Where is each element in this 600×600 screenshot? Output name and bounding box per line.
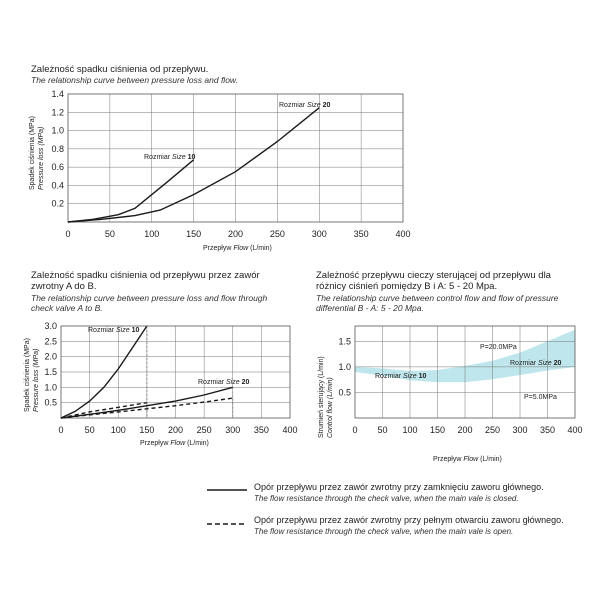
x-tick-label: 100 (110, 425, 126, 435)
chart1 (29, 89, 411, 252)
chart2-grid (61, 326, 290, 418)
chart1-ylabel-pl: Spadek ciśnienia (MPa) (29, 116, 36, 190)
chart1-title: Zależność spadku ciśnienia od przepływu. (31, 64, 209, 75)
y-tick-label: 1.4 (51, 89, 64, 99)
legend-dashed-pl: Opór przepływu przez zawór zwrotny przy pełnym otwarciu zaworu głównego. (254, 515, 564, 525)
x-tick-label: 50 (377, 425, 388, 435)
chart3-label-size10: Rozmiar Size 10 (375, 373, 427, 380)
chart1-label-size10: Rozmiar Size 10 (144, 154, 196, 161)
chart3-subtitle-line1: The relationship curve between control flow and flow of pressure (316, 293, 559, 303)
chart3-label-p5: P=5.0MPa (524, 394, 557, 401)
chart3 (318, 326, 583, 463)
chart3-xlabel: Przepływ Flow (L/min) (433, 456, 502, 463)
chart1-ylabel-en: Pressure loss (MPa) (38, 126, 45, 190)
x-tick-label: 300 (225, 425, 241, 435)
x-tick-label: 400 (395, 229, 411, 239)
x-tick-label: 200 (167, 425, 184, 435)
chart1-grid (68, 94, 403, 222)
chart3-title-line1: Zależność przepływu cieczy sterującej od przepływu dla (316, 270, 551, 281)
x-tick-label: 300 (311, 229, 327, 239)
x-tick-label: 50 (84, 425, 95, 435)
x-tick-label: 0 (58, 425, 64, 435)
x-tick-label: 250 (269, 229, 285, 239)
chart3-ylabel-pl: Strumień sterujący (L/min) (318, 356, 325, 438)
y-tick-label: 1.0 (51, 125, 64, 136)
y-tick-label: 3.0 (44, 321, 57, 331)
x-tick-label: 50 (104, 229, 115, 239)
legend-solid-en: The flow resistance through the check valve, when the main vale is closed. (254, 494, 519, 503)
x-tick-label: 300 (512, 425, 528, 435)
x-tick-label: 400 (567, 425, 583, 435)
chart3-subtitle-line2: differential B - A: 5 - 20 Mpa. (316, 303, 424, 313)
chart1-xlabel: Przepływ Flow (L/min) (203, 245, 272, 252)
chart3-ylabel-en: Control flow (L/min) (327, 377, 334, 438)
x-tick-label: 200 (227, 229, 244, 239)
x-tick-label: 250 (196, 425, 212, 435)
chart2-label-size20: Rozmiar Size 20 (198, 379, 250, 386)
x-tick-label: 100 (402, 425, 418, 435)
y-tick-label: 0.8 (51, 143, 64, 154)
x-tick-label: 200 (457, 425, 473, 435)
legend-dashed-en: The flow resistance through the check valve, when the main vale is open. (254, 527, 514, 536)
x-tick-label: 0 (352, 425, 358, 435)
y-tick-label: 2.0 (44, 351, 57, 362)
series-line (68, 160, 194, 222)
chart2-subtitle-line1: The relationship curve between pressure loss and flow through (31, 293, 268, 303)
x-tick-label: 150 (186, 229, 202, 239)
y-tick-label: 1.0 (44, 382, 57, 393)
x-tick-label: 350 (353, 229, 369, 239)
chart2-label-size10: Rozmiar Size 10 (88, 327, 140, 334)
y-tick-label: 0.5 (338, 387, 351, 398)
y-tick-label: 0.5 (44, 397, 57, 408)
chart2 (24, 321, 298, 447)
x-tick-label: 0 (65, 229, 71, 239)
chart3-title-line2: różnicy ciśnień pomiędzy B i A: 5 - 20 Mpa. (316, 281, 498, 292)
x-tick-label: 400 (282, 425, 298, 435)
x-tick-label: 150 (139, 425, 155, 435)
x-tick-label: 350 (539, 425, 556, 435)
y-tick-label: 2.5 (44, 336, 57, 347)
chart2-title-line1: Zależność spadku ciśnienia od przepływu przez zawór (31, 270, 260, 281)
chart2-ylabel-pl: Spadek ciśnienia (MPa) (24, 338, 31, 412)
y-tick-label: 1.5 (44, 367, 57, 377)
chart3-label-p20: P=20.0MPa (480, 344, 517, 351)
x-tick-label: 100 (144, 229, 160, 239)
y-tick-label: 1.0 (338, 361, 351, 372)
chart2-title-line2: zwrotny A do B. (31, 281, 97, 292)
x-tick-label: 150 (429, 425, 446, 435)
y-tick-label: 0.2 (51, 198, 64, 209)
x-tick-label: 350 (253, 425, 269, 435)
y-tick-label: 1.5 (338, 336, 351, 347)
chart1-subtitle: The relationship curve between pressure loss and flow. (31, 75, 238, 85)
y-tick-label: 1.2 (51, 107, 64, 118)
y-tick-label: 0.6 (51, 162, 64, 173)
x-tick-label: 250 (484, 425, 501, 435)
legend-solid-pl: Opór przepływu przez zawór zwrotny przy zamknięciu zaworu głównego. (254, 482, 544, 492)
chart2-ylabel-en: Pressure loss (MPa) (33, 348, 40, 412)
chart1-label-size20: Rozmiar Size 20 (279, 102, 331, 109)
chart2-xlabel: Przepływ Flow (L/min) (140, 440, 209, 447)
chart2-subtitle-line2: check valve A to B. (31, 303, 103, 313)
y-tick-label: 0.4 (51, 180, 64, 191)
chart3-label-size20: Rozmiar Size 20 (510, 360, 562, 367)
